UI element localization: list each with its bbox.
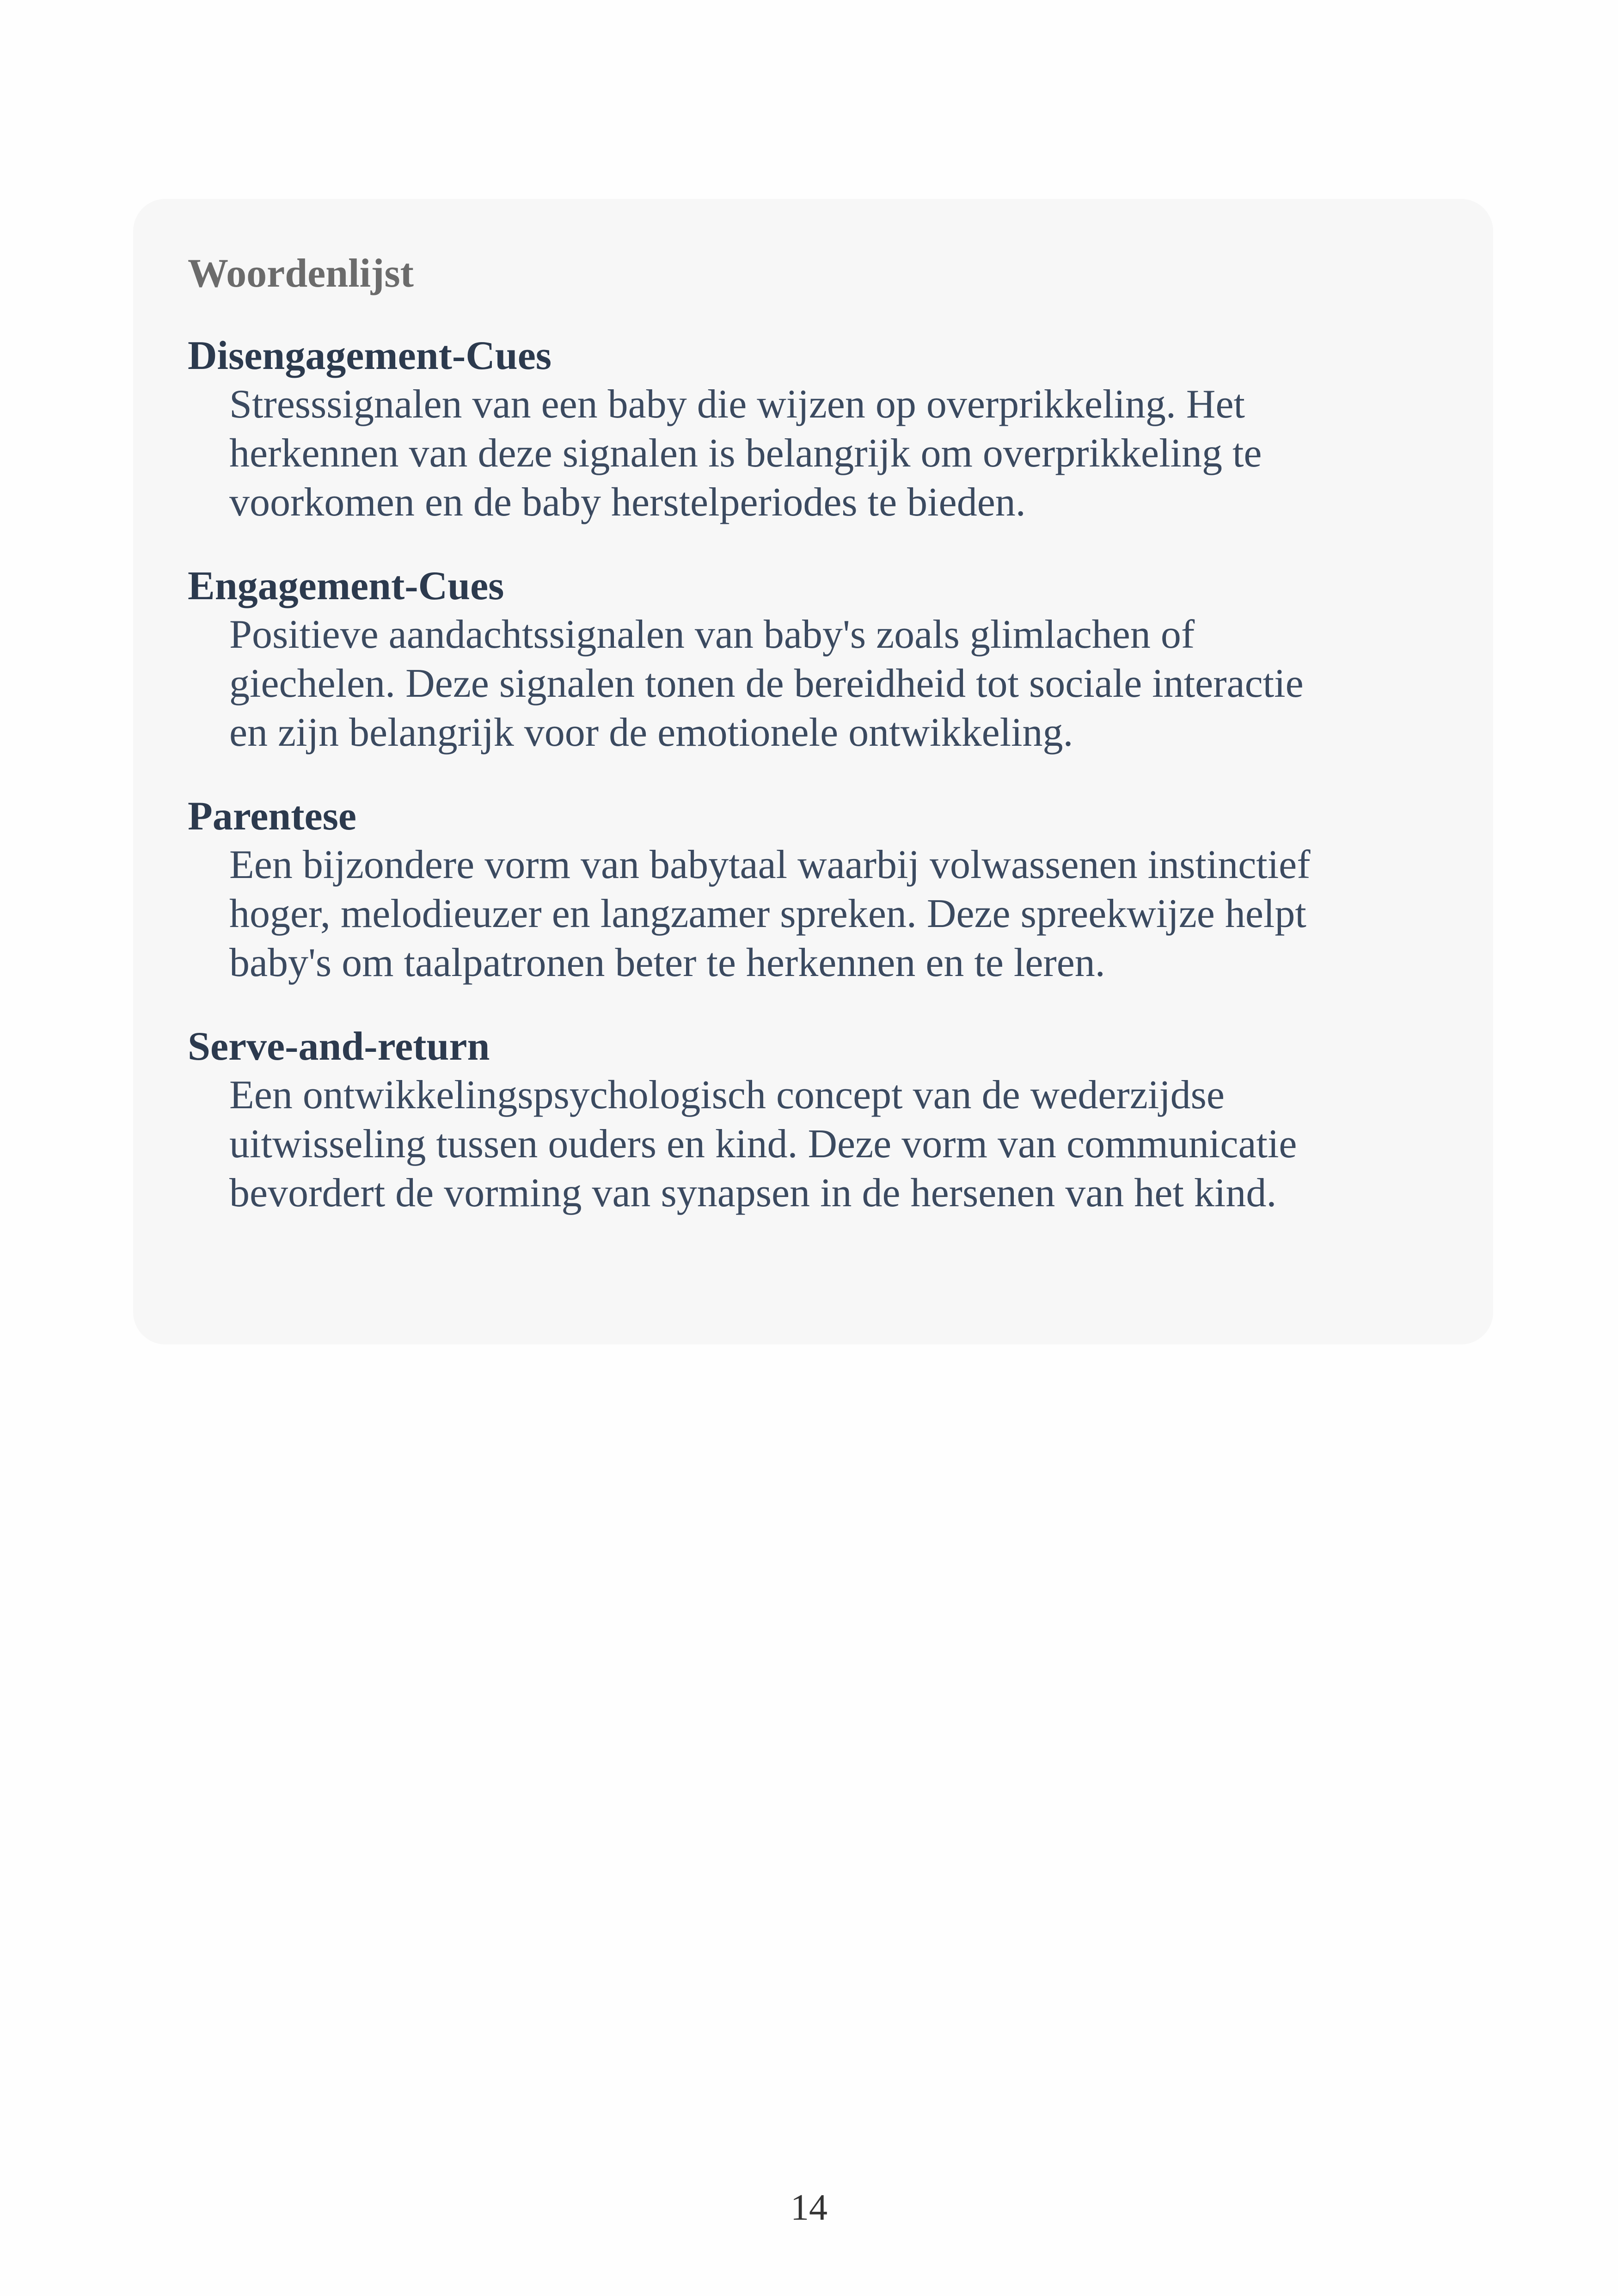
definition-line: giechelen. Deze signalen tonen de bereidheid tot sociale interactie (229, 661, 1304, 706)
definition-line: baby's om taalpatronen beter te herkennen en te leren. (229, 940, 1105, 985)
entry-definition (229, 610, 1431, 757)
entry-definition (229, 380, 1431, 527)
glossary-entry (188, 332, 1493, 527)
glossary-entry (188, 792, 1493, 988)
entry-definition (229, 1071, 1431, 1218)
entry-term: Parentese (188, 794, 356, 839)
glossary-box (133, 199, 1493, 1344)
definition-line: herkennen van deze signalen is belangrijk om overprikkeling te (229, 431, 1262, 476)
definition-line: Positieve aandachtssignalen van baby's zoals glimlachen of (229, 612, 1195, 657)
glossary-title: Woordenlijst (188, 251, 414, 296)
definition-line: uitwisseling tussen ouders en kind. Deze vorm van communicatie (229, 1122, 1297, 1166)
definition-line: Een ontwikkelingspsychologisch concept van de wederzijdse (229, 1073, 1225, 1117)
definition-line: bevordert de vorming van synapsen in de hersenen van het kind. (229, 1171, 1277, 1216)
entry-term: Serve-and-return (188, 1024, 490, 1069)
glossary-entry (188, 562, 1493, 757)
definition-line: Een bijzondere vorm van babytaal waarbij volwassenen instinctief (229, 842, 1311, 887)
definition-line: voorkomen en de baby herstelperiodes te bieden. (229, 480, 1026, 525)
definition-line: Stresssignalen van een baby die wijzen op overprikkeling. Het (229, 382, 1245, 427)
glossary-entry (188, 1023, 1493, 1218)
entry-term: Disengagement-Cues (188, 333, 552, 378)
entry-definition (229, 841, 1431, 988)
definition-line: en zijn belangrijk voor de emotionele ontwikkeling. (229, 710, 1073, 755)
entry-term: Engagement-Cues (188, 564, 504, 608)
definition-line: hoger, melodieuzer en langzamer spreken. Deze spreekwijze helpt (229, 891, 1306, 936)
page-number: 14 (791, 2187, 827, 2228)
